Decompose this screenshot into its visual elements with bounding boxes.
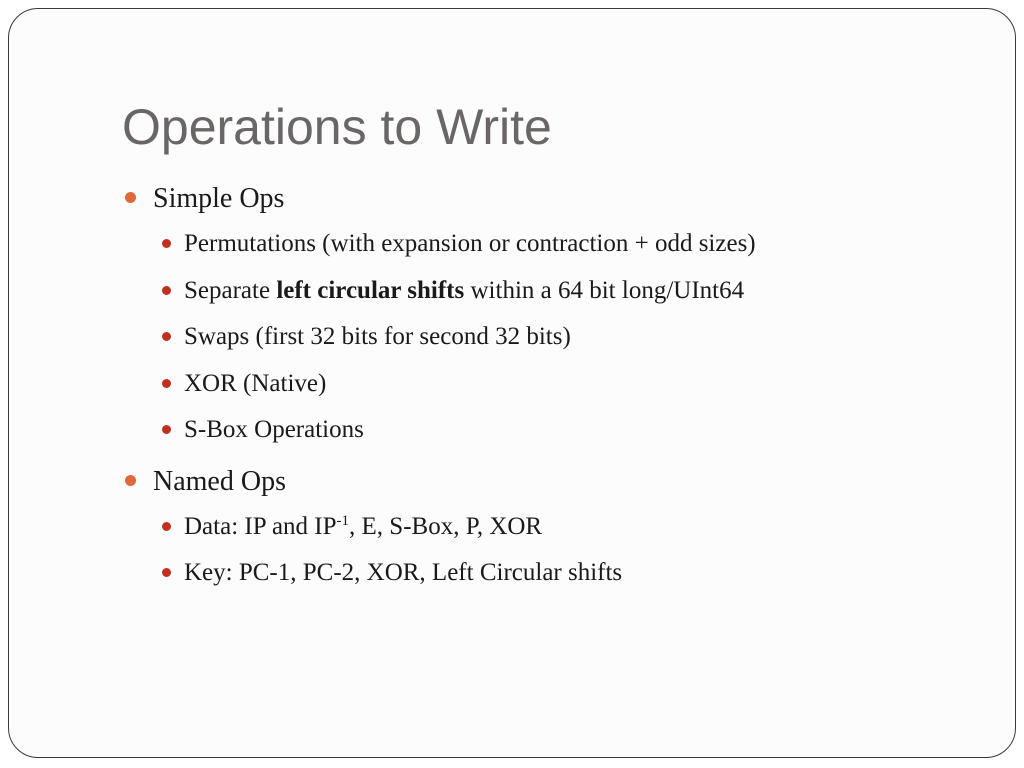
item-text-post: within a 64 bit long/UInt64: [464, 276, 745, 304]
item-text: Key: PC-1, PC-2, XOR, Left Circular shifts: [184, 559, 623, 586]
bullet-simple-ops: [124, 177, 984, 221]
item-text-bold: left circular shifts: [276, 276, 465, 304]
item-text: XOR (Native): [184, 369, 327, 397]
bullet-named-ops: [124, 460, 984, 504]
bullet-list: [124, 177, 984, 597]
bullet-icon: [125, 475, 136, 486]
sub-bullet-circular-shifts: [154, 268, 984, 315]
sub-bullet-permutations: [154, 221, 984, 268]
sub-list-named-ops: [124, 504, 984, 597]
item-text: Swaps (first 32 bits for second 32 bits): [184, 323, 571, 350]
item-text-pre: Separate: [184, 276, 277, 304]
section-label: Simple Ops: [153, 183, 285, 214]
bullet-icon: [162, 568, 171, 577]
sub-bullet-xor: [154, 361, 984, 408]
bullet-icon: [125, 192, 136, 203]
sub-bullet-swaps: [154, 314, 984, 361]
bullet-icon: [162, 332, 171, 341]
section-label: Named Ops: [153, 465, 286, 497]
slide-frame: [8, 8, 1016, 758]
item-text-pre: Data: IP and IP: [184, 512, 337, 540]
sub-list-container: [124, 504, 984, 597]
item-text: Permutations (with expansion or contraction + odd sizes): [184, 230, 756, 257]
sub-list-simple-ops: [124, 221, 984, 454]
slide-content: [124, 177, 984, 603]
bullet-icon: [162, 286, 171, 295]
sub-bullet-key-ops: [154, 550, 984, 597]
item-text-post: , E, S-Box, P, XOR: [349, 512, 543, 540]
item-superscript: -1: [336, 512, 350, 529]
bullet-icon: [162, 425, 171, 434]
sub-bullet-sbox: [154, 407, 984, 454]
sub-list-container: [124, 221, 984, 454]
sub-bullet-data-ops: [154, 504, 984, 551]
item-text: S-Box Operations: [184, 416, 364, 443]
bullet-icon: [162, 239, 171, 248]
slide-title: Operations to Write: [122, 99, 552, 155]
bullet-icon: [162, 379, 171, 388]
bullet-icon: [162, 522, 171, 531]
